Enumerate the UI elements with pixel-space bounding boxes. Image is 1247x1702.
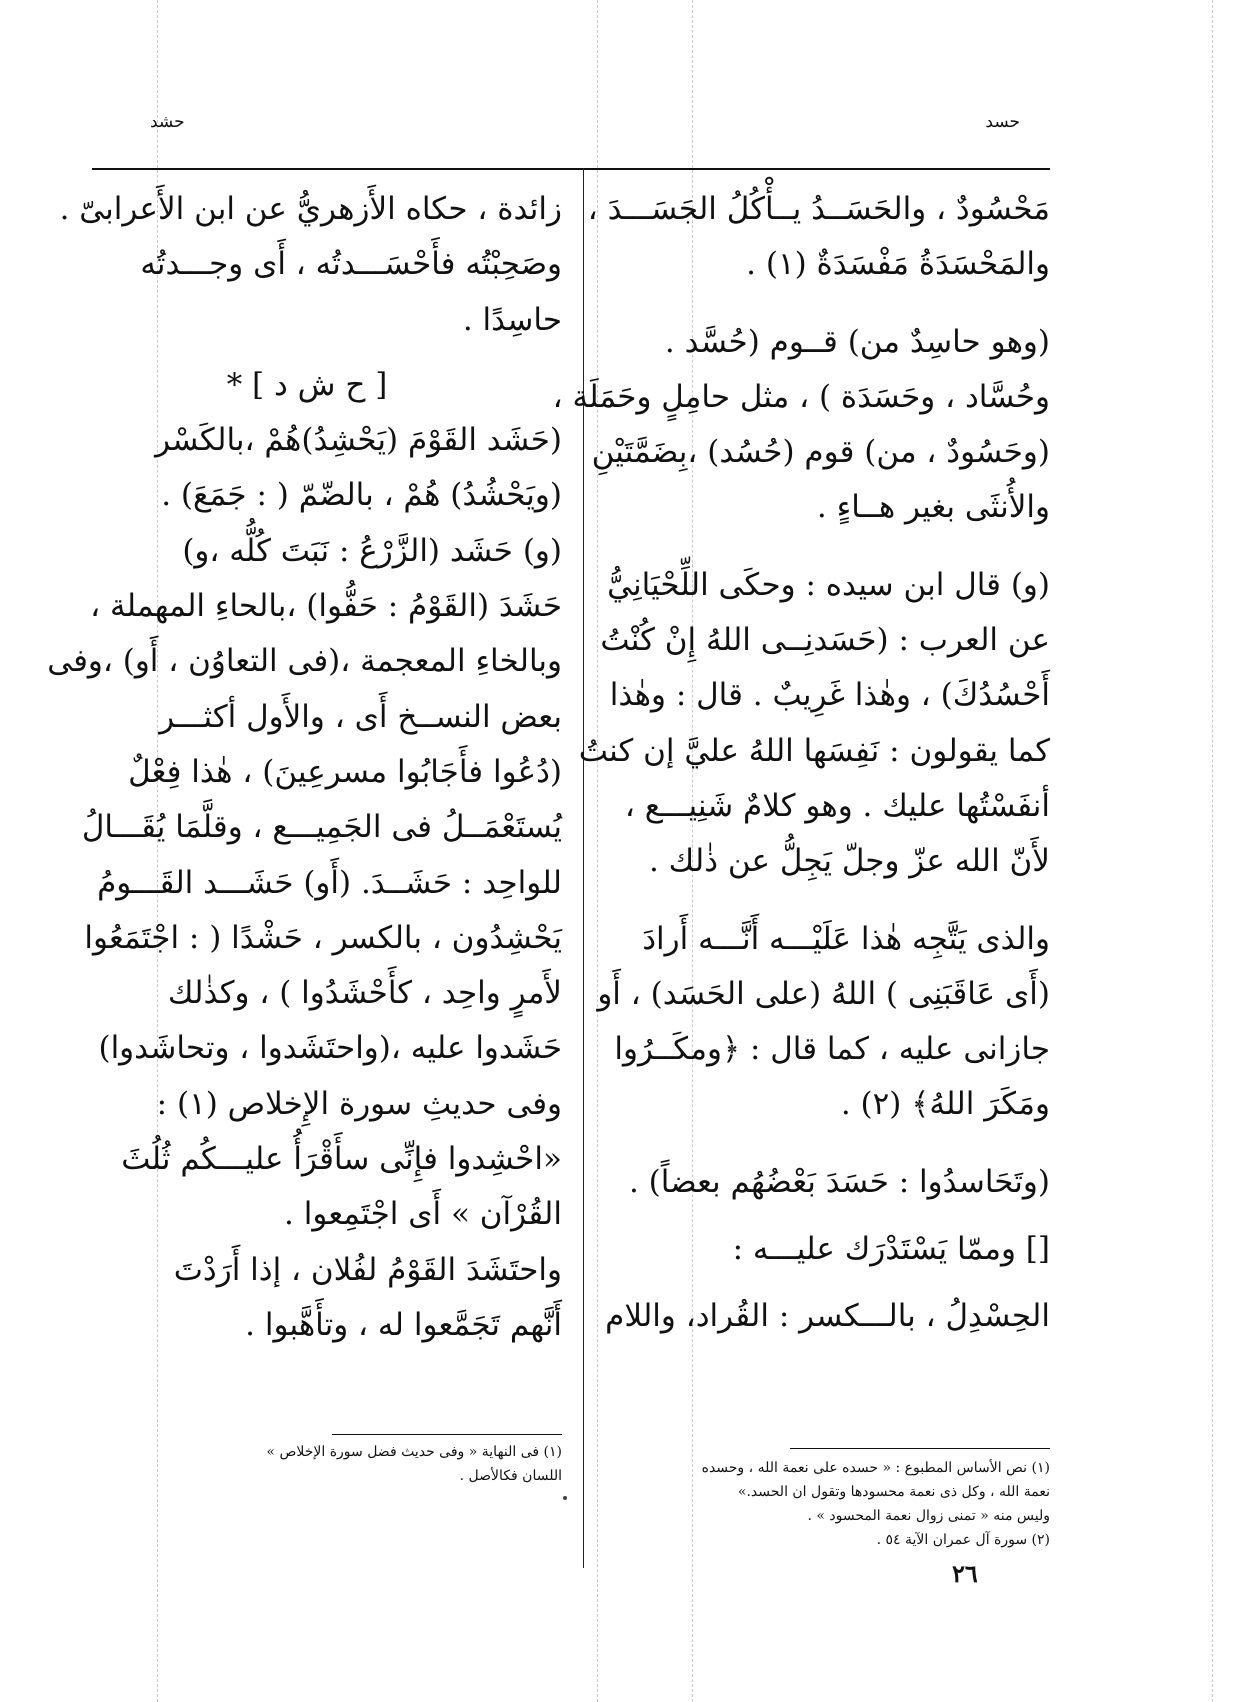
text-line: يُستَعْمَــلُ فى الجَمِيـــع ، وقلَّمَا يُقَـــالُ <box>81 809 562 846</box>
text-line: (و) حَشَد (الزَّرْعُ : نَبَتَ كُلُّه ،و) <box>182 532 562 569</box>
text-line: والمَحْسَدَةُ مَفْسَدَةٌ (١) . <box>746 246 1050 283</box>
text-line: حَشَدوا عليه ،(واحتَشَدوا ، وتحاشَدوا) <box>98 1030 562 1067</box>
text-line: والذى يَتَّجِه هٰذا عَلَيْـــه أَنَّـــه أَرادَ <box>642 920 1050 957</box>
right-column <box>552 182 1050 1345</box>
header-rule <box>92 168 1050 170</box>
text-line: مَحْسُودٌ ، والحَسَــدُ يــأْكُلُ الجَسَـــدَ ، <box>587 191 1050 227</box>
footnote-rule-left <box>332 1434 562 1435</box>
footnote-line: وليس منه « تمنى زوال نعمة المحسود » . <box>807 1508 1050 1524</box>
entry-heading: [ ح ش د ] * <box>226 366 388 403</box>
page-number: ٢٦ <box>952 1559 978 1588</box>
text-line: زائدة ، حكاه الأَزهريُّ عن ابن الأَعرابىّ . <box>59 191 562 227</box>
text-line: للواحِد : حَشَــدَ. (أَو) حَشَـــد القَـــومُ <box>97 864 562 901</box>
text-line: «احْشِدوا فإِنِّى سأَقْرَأُ عليـــكُم ثُلُثَ <box>121 1141 562 1178</box>
text-line: القُرْآن » أَى اجْتَمِعوا . <box>284 1196 562 1233</box>
running-header-right: حسد <box>985 112 1020 132</box>
text-line: لأَمرٍ واحِد ، كأَحْشَدُوا ) ، وكذٰلك <box>167 975 562 1012</box>
scan-artifact-line <box>597 0 598 1702</box>
text-line: وصَحِبْتُه فأَحْسَـــدتُه ، أَى وجـــدتُه <box>140 246 562 283</box>
text-line: واحتَشَدَ القَوْمُ لفُلان ، إذا أَرَدْتَ <box>173 1251 562 1288</box>
footnote-line: (١) فى النهاية « وفى حديث فضل سورة الإخلاص » <box>266 1444 562 1460</box>
text-line: جازانى عليه ، كما قال : ﴿ومكَــرُوا <box>614 1031 1050 1068</box>
text-line: الحِسْدِلُ ، بالـــكسر : القُراد، واللام <box>605 1298 1050 1335</box>
text-line: بعض النســخ أَى ، والأَول أكثـــر <box>159 698 562 735</box>
text-line: (دُعُوا فأَجَابُوا مسرعِينَ) ، هٰذا فِعْلٌ <box>128 753 562 790</box>
text-line: وبالخاءِ المعجمة ،(فى التعاوُن ، أَو) ،وفى <box>47 643 562 680</box>
text-line: وحُسَّاد ، وحَسَدَة ) ، مثل حامِلٍ وحَمَلَة ، <box>552 378 1050 415</box>
text-line: (وهو حاسِدٌ من) قــوم (حُسَّد . <box>664 323 1050 360</box>
text-line: (حَشَد القَوْمَ (يَحْشِدُ)هُمْ ،بالكَسْر <box>155 422 562 459</box>
scan-speck <box>563 1496 567 1500</box>
text-line: [] وممّا يَسْتَدْرَك عليـــه : <box>732 1231 1050 1268</box>
text-line: حَشَدَ (القَوْمُ : حَفُّوا) ،بالحاءِ المهملة ، <box>90 588 562 625</box>
text-line: يَحْشِدُون ، بالكسر ، حَشْدًا ( : اجْتَمَعُوا <box>84 919 562 956</box>
text-line: كما يقولون : نَفِسَها اللهُ عليَّ إن كنتُ <box>578 732 1050 769</box>
text-line: أَحْسُدُكَ) ، وهٰذا غَرِيبٌ . قال : وهٰذا <box>609 677 1050 714</box>
text-line: (أَى عَاقَبَنِى ) اللهُ (على الحَسَد) ، أَو <box>597 975 1050 1012</box>
text-line: عن العرب : (حَسَدنِــى اللهُ إِنْ كُنْتُ <box>600 622 1050 659</box>
text-line: أنفَسْتُها عليك . وهو كلامٌ شَنِيـــع ، <box>624 787 1050 824</box>
footnote-line: نعمة الله ، وكل ذى نعمة محسودها وتقول ان الحسد.» <box>737 1484 1050 1500</box>
footnote-rule-right <box>790 1448 1050 1449</box>
left-column <box>47 182 562 1353</box>
footnote-line: (٢) سورة آل عمران الآية ٥٤ . <box>876 1532 1050 1548</box>
text-line: (و) قال ابن سيده : وحكَى اللِّحْيَانِيُّ <box>607 566 1050 603</box>
text-line: (وحَسُودٌ ، من) قوم (حُسُد) ،بِضَمَّتَيْنِ <box>591 434 1050 471</box>
footnote-line: (١) نص الأساس المطبوع : « حسده على نعمة الله ، وحسده <box>701 1460 1050 1476</box>
text-line: (وتَحَاسدُوا : حَسَدَ بَعْضُهُم بعضاً) . <box>628 1163 1050 1200</box>
text-line: (ويَحْشُدُ) هُمْ ، بالضّمّ ( : جَمَعَ) . <box>161 477 562 514</box>
scan-artifact-line <box>1212 0 1213 1702</box>
text-line: والأُنثَى بغير هــاءٍ . <box>816 489 1050 526</box>
text-line: حاسِدًا . <box>462 301 562 338</box>
footnotes-left <box>92 1440 562 1488</box>
text-line: وفى حديثِ سورة الإِخلاص (١) : <box>156 1085 562 1122</box>
footnote-line: اللسان فكالأصل . <box>459 1468 562 1484</box>
running-header-left: حشد <box>150 112 185 132</box>
text-line: ومَكَرَ اللهُ﴾ (٢) . <box>840 1086 1050 1123</box>
footnotes-right <box>606 1456 1050 1552</box>
text-line: أَنَّهم تَجَمَّعوا له ، وتأَهَّبوا . <box>245 1306 562 1343</box>
text-line: لأَنّ الله عزّ وجلّ يَجِلُّ عن ذٰلك . <box>648 843 1050 880</box>
